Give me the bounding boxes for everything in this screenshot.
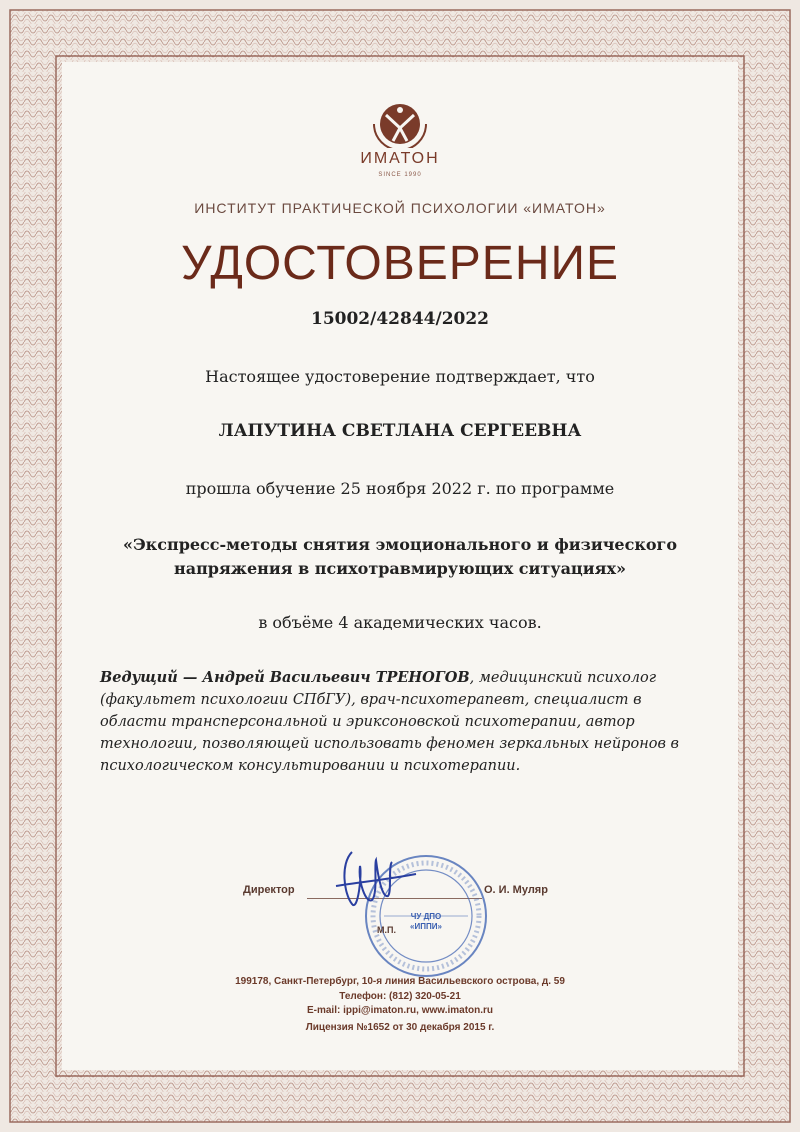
footer-license: Лицензия №1652 от 30 декабря 2015 г. xyxy=(305,1022,495,1033)
person-name: ЛАПУТИНА СВЕТЛАНА СЕРГЕЕВНА xyxy=(218,421,582,441)
brand-name: ИМАТОН xyxy=(360,150,440,167)
director-name: О. И. Муляр xyxy=(484,884,548,896)
program-line-2: напряжения в психотравмирующих ситуациях» xyxy=(174,559,626,578)
program-title xyxy=(0,533,800,581)
training-text: прошла обучение 25 ноября 2022 г. по программе xyxy=(185,479,615,498)
lecturer-info xyxy=(100,667,700,777)
program-line-1: «Экспресс-методы снятия эмоционального и физического xyxy=(122,535,678,554)
stamp-text: ЧУ ДПО «ИППИ» xyxy=(410,912,442,931)
director-signature xyxy=(322,842,422,922)
certificate-number: 15002/42844/2022 xyxy=(310,309,490,329)
director-label: Директор xyxy=(243,884,295,896)
mp-label: М.П. xyxy=(377,925,396,935)
footer-address: 199178, Санкт-Петербург, 10-я линия Васильевского острова, д. 59 xyxy=(235,976,565,987)
institute-name: ИНСТИТУТ ПРАКТИЧЕСКОЙ ПСИХОЛОГИИ «ИМАТОН» xyxy=(194,200,606,216)
confirm-text: Настоящее удостоверение подтверждает, что xyxy=(205,367,595,386)
certificate-title: УДОСТОВЕРЕНИЕ xyxy=(181,237,619,290)
footer-contacts: E-mail: ippi@imaton.ru, www.imaton.ru xyxy=(306,1005,494,1016)
lecturer-name: Ведущий — Андрей Васильевич ТРЕНОГОВ xyxy=(100,669,470,686)
lecturer-description: , медицинский психолог (факультет психологии СПбГУ), врач-психотерапевт, специалист в области трансперсональной и эриксоновской психотерапии, автор технологии, позволяющей использовать феномен зеркальных нейронов в психологическом консультировании и психотерапии. xyxy=(100,670,679,774)
footer-phone: Телефон: (812) 320-05-21 xyxy=(339,991,461,1002)
brand-since: SINCE 1990 xyxy=(378,172,422,178)
hours-text: в объёме 4 академических часов. xyxy=(258,613,542,632)
